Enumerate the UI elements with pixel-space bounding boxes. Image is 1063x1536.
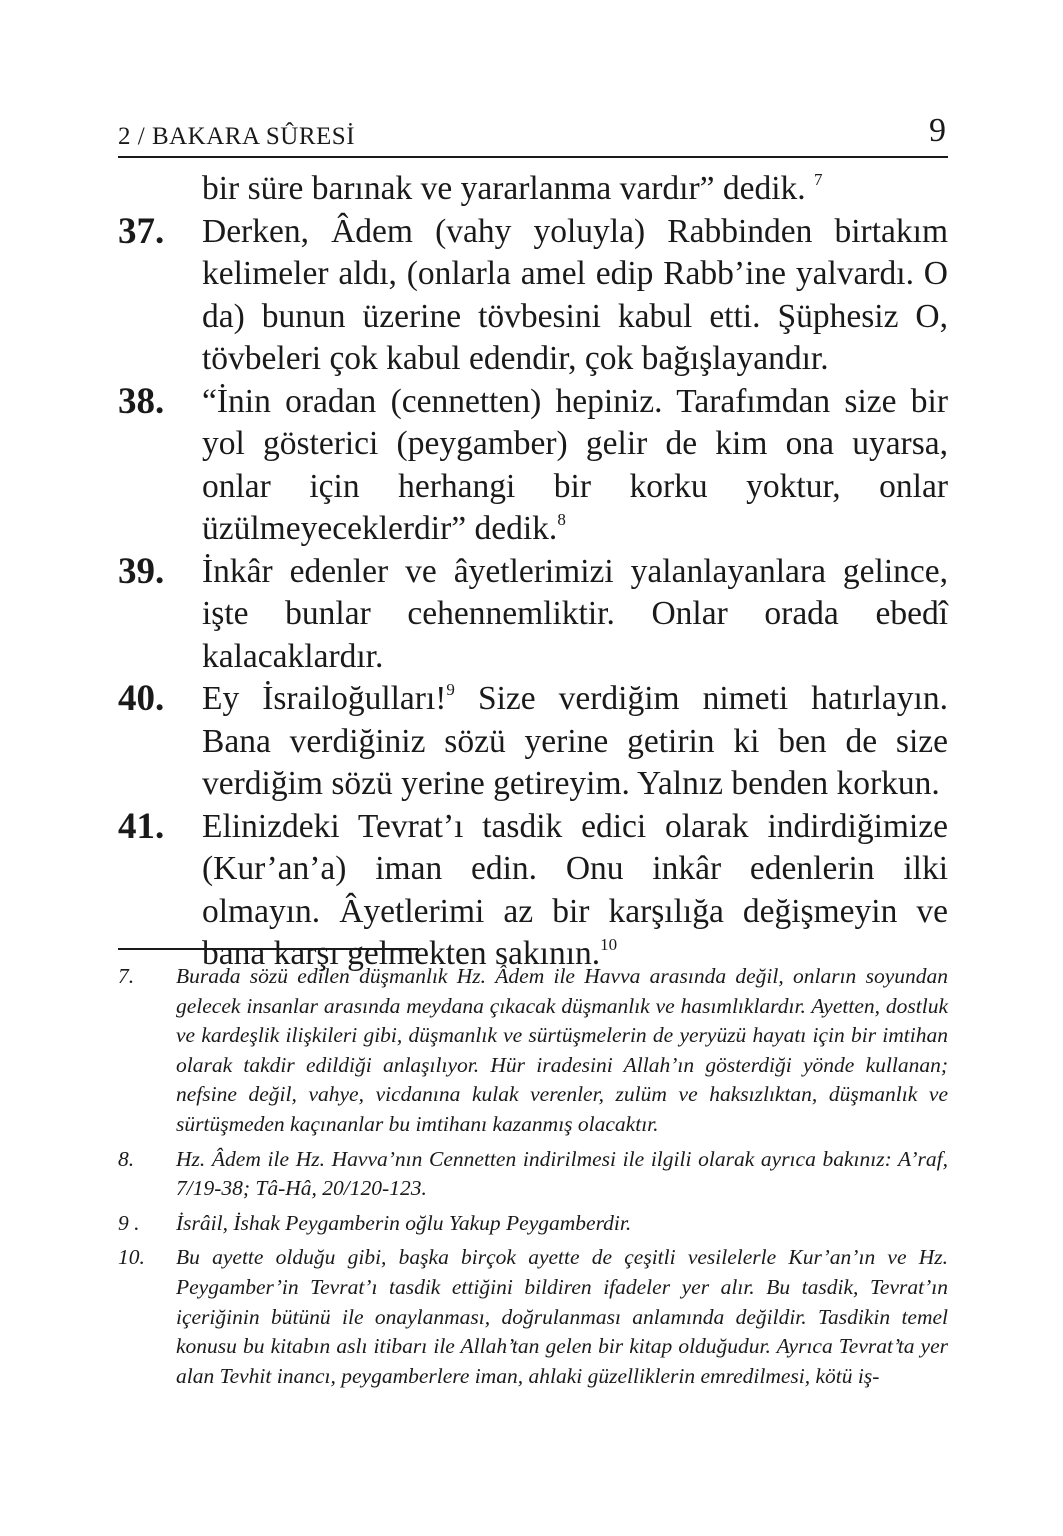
verse-number: 41. <box>118 805 165 847</box>
verse-37 <box>118 211 948 381</box>
footnote-number: 7. <box>118 964 135 988</box>
footnote-text: Bu ayette olduğu gibi, başka birçok ayette de çeşitli vesilelerle Kur’an’ın ve Hz. Peygamber’in Tevrat’ı tasdik ettiğini bildiren ifadeler yer alır. Bu tasdik, Tevrat’ın içeriğinin bütünü ile onaylanması, doğrulanması anlamında değildir. Tasdikin temel konusu bu kitabın aslı itibarı ile Allah’tan gelen bir kitap olduğudur. Ayrıca Tevrat’ta yer alan Tevhit inancı, peygamberlere iman, ahlaki güzelliklerin emredilmesi, kötü iş- <box>176 1245 948 1388</box>
verse-40 <box>118 678 948 806</box>
page-number: 9 <box>929 112 946 149</box>
verse-text: Elinizdeki Tevrat’ı tasdik edici olarak indirdiğimize (Kur’an’a) iman edin. Onu inkâr edenlerin ilki olmayın. Âyetlerimi az bir karşılığa değişmeyin ve bana karşı gelmekten sakının.$^{10}$ <box>202 807 948 972</box>
verse-text: “İnin oradan (cennetten) hepiniz. Tarafımdan size bir yol gösterici (peygamber) gelir de kim ona uyarsa, onlar için herhangi bir korku yoktur, onlar üzülmeyeceklerdir” dedik.$^8$ <box>202 382 948 547</box>
footnote-separator <box>118 948 418 950</box>
footnote-text: Burada sözü edilen düşmanlık Hz. Âdem ile Havva arasında değil, onların soyundan gelecek insanlar arasında meydana çıkacak düşmanlık ve hasımlıklardır. Ayetten, dostluk ve kardeşlik ilişkileri gibi, düşmanlık ve sürtüşmelerin de yeryüzü hayatı için bir imtihan olarak takdir edildiği anlaşılıyor. Hür iradesini Allah’ın gösterdiği yönde kullanan; nefsine değil, vahye, vicdanına kulak verenler, zulüm ve haksızlıktan, düşmanlık ve sürtüşmeden kaçınanlar bu imtihanı kazanmış olacaktır. <box>176 964 948 1136</box>
verse-text: İnkâr edenler ve âyetlerimizi yalanlayanlara gelince, işte bunlar cehennemliktir. Onlar orada ebedî kalacaklardır. <box>202 552 948 675</box>
running-header <box>118 112 948 158</box>
footnote-10 <box>118 1243 948 1391</box>
footnote-ref: 7 <box>814 170 823 189</box>
verse-text-block <box>118 168 948 976</box>
continuation-line <box>118 168 948 211</box>
footnote-number: 9 . <box>118 1210 140 1235</box>
footnote-7 <box>118 962 948 1140</box>
verse-39 <box>118 551 948 679</box>
verse-41 <box>118 806 948 976</box>
verse-number: 38. <box>118 380 165 422</box>
footnote-text: Hz. Âdem ile Hz. Havva’nın Cennetten indirilmesi ile ilgili olarak ayrıca bakınız: A’raf, 7/19-38; Tâ-Hâ, 20/120-123. <box>176 1146 948 1201</box>
footnote-number: 8. <box>118 1146 135 1171</box>
verse-number: 40. <box>118 678 165 719</box>
footnotes <box>118 962 948 1396</box>
footnote-ref: 8 <box>557 510 566 529</box>
footnote-ref: 9 <box>446 680 455 699</box>
continuation-text: bir süre barınak ve yararlanma vardır” dedik. <box>202 170 806 207</box>
footnote-text: İsrâil, İshak Peygamberin oğlu Yakup Peygamberdir. <box>176 1210 632 1235</box>
verse-number: 37. <box>118 210 165 252</box>
verse-number: 39. <box>118 550 165 592</box>
verse-text: Derken, Âdem (vahy yoluyla) Rabbinden birtakım kelimeler aldı, (onlarla amel edip Rabb’ine yalvardı. O da) bunun üzerine tövbesini kabul etti. Şüphesiz O, tövbeleri çok kabul edendir, çok bağışlayandır. <box>202 212 948 377</box>
footnote-9 <box>118 1209 948 1239</box>
footnote-8 <box>118 1145 948 1204</box>
verse-text: Ey İsrailoğulları!$^9$ Size verdiğim nimeti hatırlayın. Bana verdiğiniz sözü yerine getirin ki ben de size verdiğim sözü yerine getireyim. Yalnız benden korkun. <box>202 680 948 802</box>
footnote-number: 10. <box>118 1245 145 1270</box>
surah-title: 2 / BAKARA SÛRESİ <box>118 123 356 150</box>
footnote-ref: 10 <box>600 935 618 954</box>
verse-38 <box>118 381 948 551</box>
